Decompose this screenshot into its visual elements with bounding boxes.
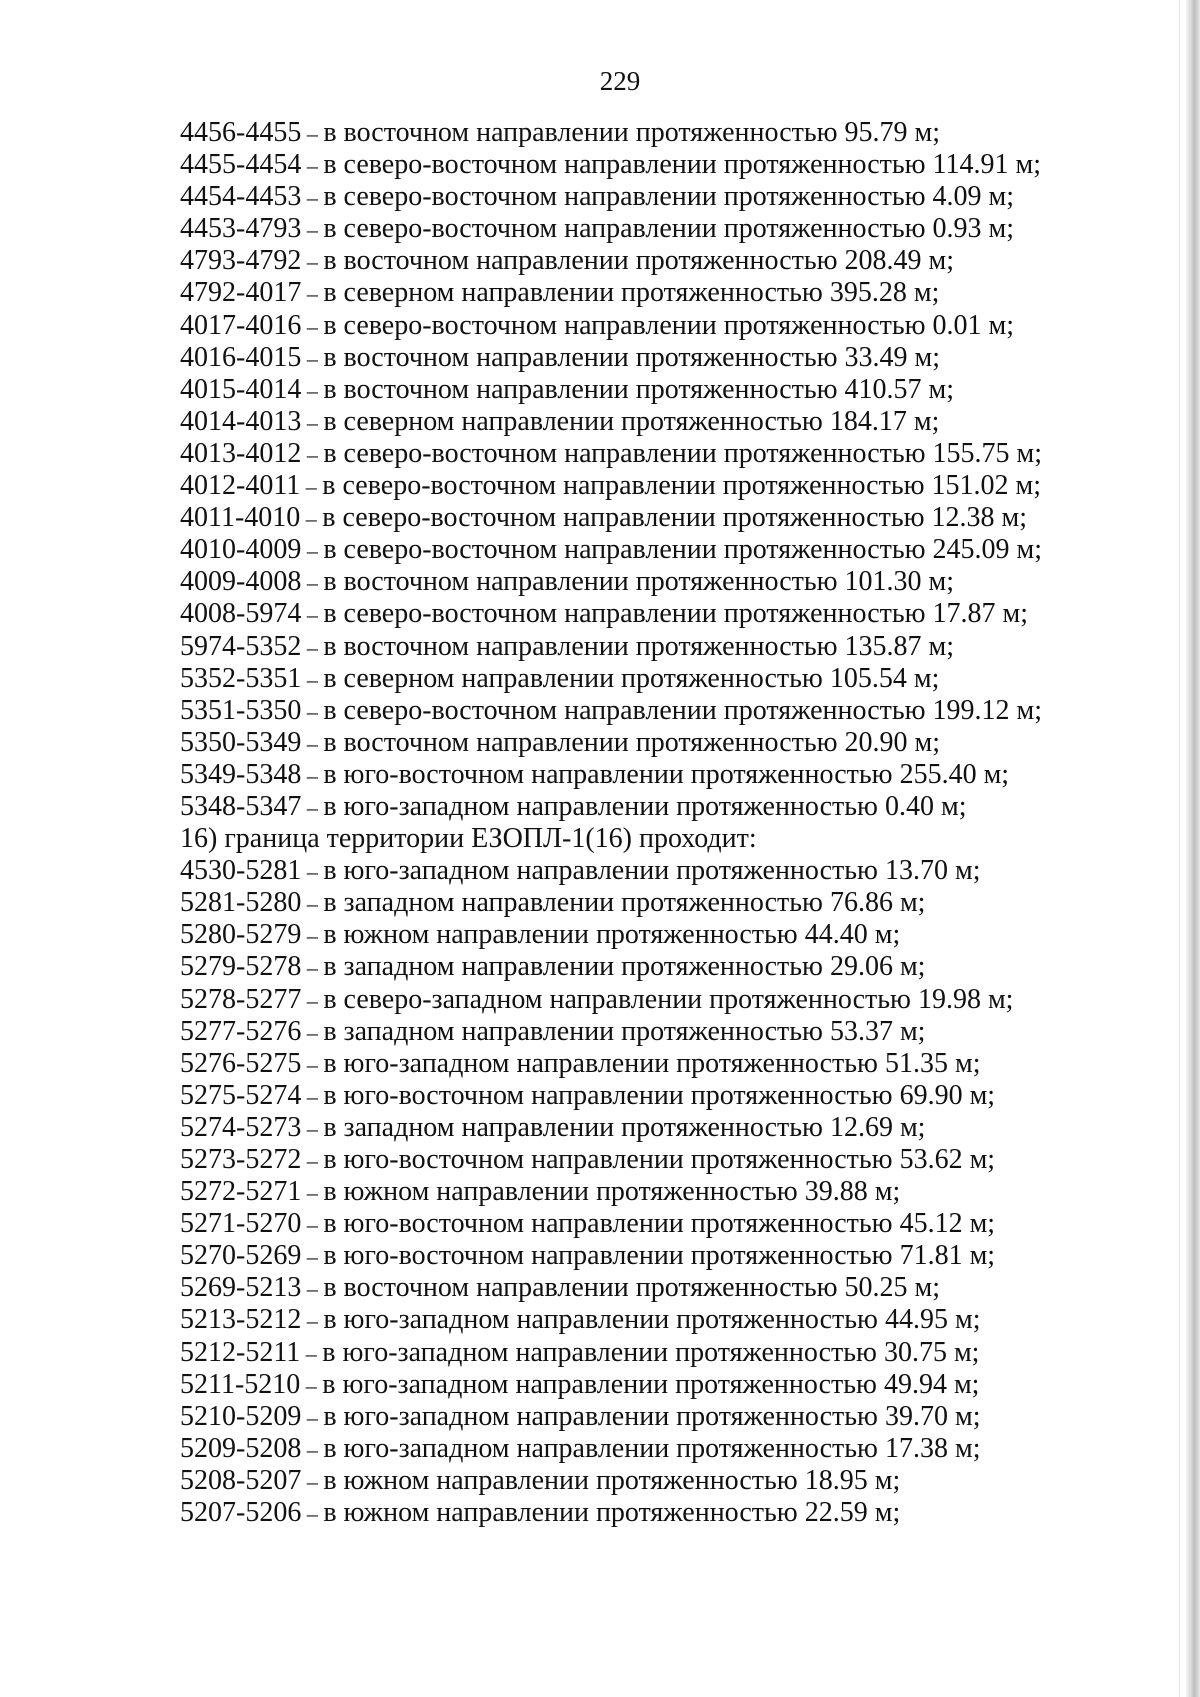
segment-description: в восточном направлении протяженностью 20.90 м; [323, 726, 941, 758]
boundary-segment-line [180, 1465, 1100, 1497]
segment-description: в северо-восточном направлении протяженностью 155.75 м; [323, 437, 1043, 469]
boundary-segment-line [180, 919, 1100, 951]
boundary-segment-line [180, 791, 1100, 823]
boundary-segment-line [180, 470, 1100, 502]
segment-description: в восточном направлении протяженностью 101.30 м; [323, 566, 955, 598]
separator-dash: – [300, 506, 323, 532]
boundary-segment-line [180, 759, 1100, 791]
segment-code: 5281-5280 [180, 887, 302, 919]
segment-code: 5351-5350 [180, 694, 302, 726]
segment-description: в западном направлении протяженностью 29.06 м; [323, 951, 926, 983]
separator-dash: – [301, 1051, 324, 1077]
separator-dash: – [301, 1404, 324, 1430]
boundary-segment-line [180, 984, 1100, 1016]
separator-dash: – [300, 1340, 323, 1366]
separator-dash: – [301, 859, 324, 885]
separator-dash: – [300, 474, 323, 500]
separator-dash: – [301, 634, 324, 660]
segment-description: в северо-восточном направлении протяженностью 17.87 м; [323, 598, 1029, 630]
boundary-segment-line [180, 727, 1100, 759]
segment-description: в южном направлении протяженностью 18.95 м; [323, 1464, 901, 1496]
segment-description: в юго-западном направлении протяженностью 17.38 м; [323, 1432, 981, 1464]
segment-description: в восточном направлении протяженностью 50.25 м; [323, 1272, 941, 1304]
boundary-segment-line [180, 1240, 1100, 1272]
boundary-segment-line [180, 149, 1100, 181]
boundary-segment-line [180, 438, 1100, 470]
segment-description: в юго-западном направлении протяженностью 0.40 м; [323, 790, 967, 822]
boundary-segment-line [180, 1112, 1100, 1144]
segment-description: в северо-восточном направлении протяженностью 12.38 м; [322, 502, 1028, 534]
segment-code: 4010-4009 [180, 534, 302, 566]
segment-description: в западном направлении протяженностью 12.69 м; [323, 1111, 926, 1143]
boundary-segment-line [180, 181, 1100, 213]
segment-code: 4530-5281 [180, 855, 302, 887]
section-heading: 16) граница территории ЕЗОПЛ-1(16) проходит: [180, 823, 757, 855]
segment-code: 5210-5209 [180, 1400, 302, 1432]
separator-dash: – [300, 1372, 323, 1398]
separator-dash: – [301, 1148, 324, 1173]
segment-code: 4013-4012 [180, 437, 302, 469]
boundary-segment-line [180, 1176, 1100, 1208]
document-body [180, 117, 1100, 1529]
separator-dash: – [301, 762, 324, 788]
boundary-segment-line [180, 951, 1100, 983]
separator-dash: – [301, 1468, 324, 1494]
segment-code: 5278-5277 [180, 983, 302, 1015]
separator-dash: – [301, 153, 324, 179]
boundary-segment-line [180, 1144, 1100, 1176]
separator-dash: – [301, 217, 324, 243]
separator-dash: – [301, 923, 324, 949]
separator-dash: – [301, 1212, 324, 1238]
segment-code: 4453-4793 [180, 213, 302, 245]
boundary-segment-line [180, 1272, 1100, 1304]
segment-code: 4008-5974 [180, 598, 302, 630]
segment-code: 4454-4453 [180, 181, 302, 213]
segment-description: в северо-восточном направлении протяженностью 0.01 м; [323, 309, 1015, 341]
segment-description: в юго-западном направлении протяженностью 30.75 м; [322, 1336, 980, 1368]
segment-code: 5209-5208 [180, 1432, 302, 1464]
segment-code: 5213-5212 [180, 1304, 302, 1336]
separator-dash: – [301, 345, 324, 371]
page-number: 229 [599, 66, 641, 96]
segment-code: 5974-5352 [180, 630, 302, 662]
segment-description: в северном направлении протяженностью 184.17 м; [323, 405, 940, 437]
segment-description: в северо-восточном направлении протяженностью 199.12 м; [323, 694, 1043, 726]
segment-code: 5277-5276 [180, 1015, 302, 1047]
boundary-segment-line [180, 1304, 1100, 1336]
segment-code: 5348-5347 [180, 790, 302, 822]
boundary-segment-line [180, 1080, 1100, 1112]
separator-dash: – [301, 1244, 324, 1270]
segment-description: в юго-восточном направлении протяженностью 69.90 м; [323, 1079, 996, 1111]
scan-edge-line [1179, 0, 1180, 1697]
segment-code: 5208-5207 [180, 1464, 302, 1496]
separator-dash: – [301, 1019, 324, 1045]
segment-code: 4014-4013 [180, 405, 302, 437]
separator-dash: – [301, 1501, 324, 1527]
segment-description: в юго-восточном направлении протяженностью 53.62 м; [323, 1144, 996, 1175]
segment-description: в юго-западном направлении протяженностью 44.95 м; [323, 1304, 981, 1336]
segment-code: 5349-5348 [180, 758, 302, 790]
section-heading-line [180, 823, 1100, 855]
segment-description: в северном направлении протяженностью 105.54 м; [323, 662, 940, 694]
segment-code: 5279-5278 [180, 951, 302, 983]
boundary-segment-line [180, 310, 1100, 342]
segment-description: в восточном направлении протяженностью 208.49 м; [323, 245, 955, 277]
scan-edge [1186, 0, 1200, 1697]
boundary-segment-line [180, 1369, 1100, 1401]
segment-code: 5352-5351 [180, 662, 302, 694]
segment-description: в юго-западном направлении протяженностью 49.94 м; [322, 1368, 980, 1400]
boundary-segment-line [180, 406, 1100, 438]
separator-dash: – [301, 955, 324, 981]
segment-description: в северо-восточном направлении протяженностью 151.02 м; [322, 470, 1042, 502]
segment-description: в восточном направлении протяженностью 410.57 м; [323, 373, 955, 405]
boundary-segment-line [180, 1497, 1100, 1529]
separator-dash: – [301, 249, 324, 275]
segment-description: в юго-восточном направлении протяженностью 71.81 м; [323, 1240, 996, 1272]
boundary-segment-line [180, 1016, 1100, 1048]
segment-code: 5271-5270 [180, 1208, 302, 1240]
segment-description: в юго-восточном направлении протяженностью 255.40 м; [323, 758, 1010, 790]
boundary-segment-line [180, 887, 1100, 919]
separator-dash: – [301, 1083, 324, 1109]
boundary-segment-line [180, 1048, 1100, 1080]
segment-code: 4792-4017 [180, 277, 302, 309]
segment-code: 5275-5274 [180, 1079, 302, 1111]
segment-code: 4012-4011 [180, 470, 301, 502]
segment-code: 5273-5272 [180, 1144, 302, 1175]
segment-description: в северном направлении протяженностью 395.28 м; [323, 277, 940, 309]
segment-description: в западном направлении протяженностью 53.37 м; [323, 1015, 926, 1047]
segment-description: в юго-западном направлении протяженностью 51.35 м; [323, 1047, 981, 1079]
separator-dash: – [301, 987, 324, 1013]
segment-code: 5270-5269 [180, 1240, 302, 1272]
segment-description: в юго-западном направлении протяженностью 39.70 м; [323, 1400, 981, 1432]
segment-code: 4793-4792 [180, 245, 302, 277]
boundary-segment-line [180, 245, 1100, 277]
separator-dash: – [301, 891, 324, 917]
segment-description: в восточном направлении протяженностью 95.79 м; [323, 117, 941, 148]
boundary-segment-line [180, 1401, 1100, 1433]
boundary-segment-line [180, 502, 1100, 534]
separator-dash: – [301, 313, 324, 339]
segment-code: 5274-5273 [180, 1111, 302, 1143]
separator-dash: – [301, 1180, 324, 1206]
separator-dash: – [301, 698, 324, 724]
segment-code: 5269-5213 [180, 1272, 302, 1304]
segment-code: 5276-5275 [180, 1047, 302, 1079]
separator-dash: – [301, 1308, 324, 1334]
boundary-segment-line [180, 342, 1100, 374]
segment-code: 5272-5271 [180, 1176, 302, 1208]
boundary-segment-line [180, 631, 1100, 663]
segment-description: в восточном направлении протяженностью 135.87 м; [323, 630, 955, 662]
segment-description: в южном направлении протяженностью 39.88 м; [323, 1176, 901, 1208]
segment-code: 4455-4454 [180, 149, 302, 181]
boundary-segment-line [180, 695, 1100, 727]
segment-code: 4016-4015 [180, 341, 302, 373]
boundary-segment-line [180, 213, 1100, 245]
segment-description: в северо-восточном направлении протяженностью 114.91 м; [323, 149, 1042, 181]
boundary-segment-line [180, 1337, 1100, 1369]
segment-code: 4456-4455 [180, 117, 302, 148]
boundary-segment-line [180, 277, 1100, 309]
segment-description: в северо-восточном направлении протяженностью 245.09 м; [323, 534, 1043, 566]
separator-dash: – [301, 730, 324, 756]
separator-dash: – [301, 281, 324, 307]
segment-description: в южном направлении протяженностью 44.40 м; [323, 919, 901, 951]
segment-code: 5211-5210 [180, 1368, 301, 1400]
segment-description: в северо-восточном направлении протяженностью 0.93 м; [323, 213, 1015, 245]
boundary-segment-line [180, 566, 1100, 598]
separator-dash: – [301, 121, 324, 146]
separator-dash: – [301, 666, 324, 692]
segment-code: 5207-5206 [180, 1497, 302, 1529]
separator-dash: – [301, 441, 324, 467]
separator-dash: – [301, 570, 324, 596]
separator-dash: – [301, 1436, 324, 1462]
boundary-segment-line [180, 598, 1100, 630]
segment-code: 4009-4008 [180, 566, 302, 598]
boundary-segment-line [180, 534, 1100, 566]
boundary-segment-line [180, 374, 1100, 406]
separator-dash: – [301, 377, 324, 403]
separator-dash: – [301, 602, 324, 628]
segment-description: в западном направлении протяженностью 76.86 м; [323, 887, 926, 919]
boundary-segment-line [180, 855, 1100, 887]
segment-description: в юго-восточном направлении протяженностью 45.12 м; [323, 1208, 996, 1240]
segment-description: в юго-западном направлении протяженностью 13.70 м; [323, 855, 981, 887]
segment-code: 5280-5279 [180, 919, 302, 951]
separator-dash: – [301, 794, 324, 820]
segment-code: 4017-4016 [180, 309, 302, 341]
boundary-segment-line [180, 1208, 1100, 1240]
boundary-segment-line [180, 1433, 1100, 1465]
separator-dash: – [301, 409, 324, 435]
segment-description: в северо-западном направлении протяженностью 19.98 м; [323, 983, 1014, 1015]
segment-code: 5350-5349 [180, 726, 302, 758]
separator-dash: – [301, 1276, 324, 1302]
separator-dash: – [301, 1115, 324, 1141]
separator-dash: – [301, 185, 324, 211]
separator-dash: – [301, 538, 324, 564]
segment-code: 4011-4010 [180, 502, 301, 534]
segment-code: 5212-5211 [180, 1336, 301, 1368]
boundary-segment-line [180, 117, 1100, 149]
segment-description: в северо-восточном направлении протяженностью 4.09 м; [323, 181, 1015, 213]
segment-description: в южном направлении протяженностью 22.59 м; [323, 1497, 901, 1529]
segment-code: 4015-4014 [180, 373, 302, 405]
segment-description: в восточном направлении протяженностью 33.49 м; [323, 341, 941, 373]
boundary-segment-line [180, 663, 1100, 695]
